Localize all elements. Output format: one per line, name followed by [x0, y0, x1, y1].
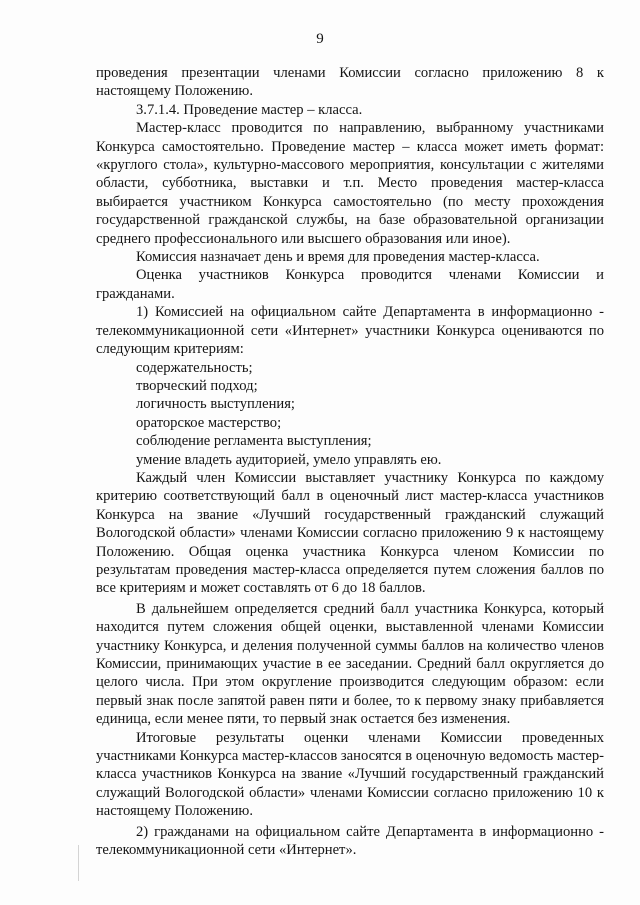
criterion-item: соблюдение регламента выступления; — [136, 433, 372, 450]
criterion-item: творческий подход; — [136, 377, 258, 394]
criterion-item: ораторское мастерство; — [136, 414, 282, 431]
paragraph-citizens-evaluation: 2) гражданами на официальном сайте Департамента в информационно - телекоммуникационной сети «Интернет». — [96, 823, 604, 859]
paragraph-scoring: Каждый член Комиссии выставляет участнику Конкурса по каждому критерию соответствующий балл в оценочный лист мастер-класса участников Конкурса на звание «Лучший государственный гражданский служащий Вологодской области» членами Комиссии согласно приложению 9 к настоящему Положению. Общая оценка участника Конкурса членом Комиссии по результатам проведения мастер-класса определяется путем сложения баллов по все критериям и может составлять от 6 до 18 баллов. — [96, 469, 604, 597]
paragraph-master-class-format: Мастер-класс проводится по направлению, выбранному участниками Конкурса самостоятельно. Проведение мастер – класса может иметь формат: «круглого стола», культурно-массового мероприятия, консультации с жителями области, субботника, выставки и т.п. Место проведения мастер-класса выбирается участником Конкурса самостоятельно (по месту прохождения государственной гражданской службы, на базе образовательной организации среднего профессионального или высшего образования или иное). — [96, 120, 604, 247]
paragraph-commission-schedule: Комиссия назначает день и время для проведения мастер-класса. — [136, 249, 540, 266]
paragraph-final-results: Итоговые результаты оценки членами Комиссии проведенных участниками Конкурса мастер-классов заносятся в оценочную ведомость мастер-класса участников Конкурса на звание «Лучший государственный гражданский служащий Вологодской области» членами Комиссии согласно приложению 10 к настоящему Положению. — [96, 729, 604, 820]
criterion-item: содержательность; — [136, 359, 253, 376]
page-number: 9 — [316, 31, 324, 47]
paragraph-average-score: В дальнейшем определяется средний балл участника Конкурса, который находится путем сложения общей оценки, выставленной членами Комиссии участнику Конкурса, и деления полученной суммы баллов на количество членов Комиссии, принимающих участие в ее заседании. Средний балл округляется до целого числа. При этом округление производится следующим образом: если первый знак после запятой равен пяти и более, то к первому знаку прибавляется единица, если менее пяти, то первый знак остается без изменения. — [96, 600, 604, 728]
section-heading: 3.7.1.4. Проведение мастер – класса. — [136, 101, 363, 118]
document-body — [96, 64, 604, 859]
paragraph-criteria-intro: 1) Комиссией на официальном сайте Департамента в информационно - телекоммуникационной сети «Интернет» участники Конкурса оцениваются по следующим критериям: — [96, 304, 604, 358]
paragraph-evaluation: Оценка участников Конкурса проводится членами Комиссии и гражданами. — [96, 267, 604, 302]
criterion-item: умение владеть аудиторией, умело управлять ею. — [136, 451, 442, 468]
scan-margin-mark — [78, 845, 79, 881]
paragraph-continuation: проведения презентации членами Комиссии согласно приложению 8 к настоящему Положению. — [96, 65, 604, 100]
criterion-item: логичность выступления; — [136, 396, 295, 413]
